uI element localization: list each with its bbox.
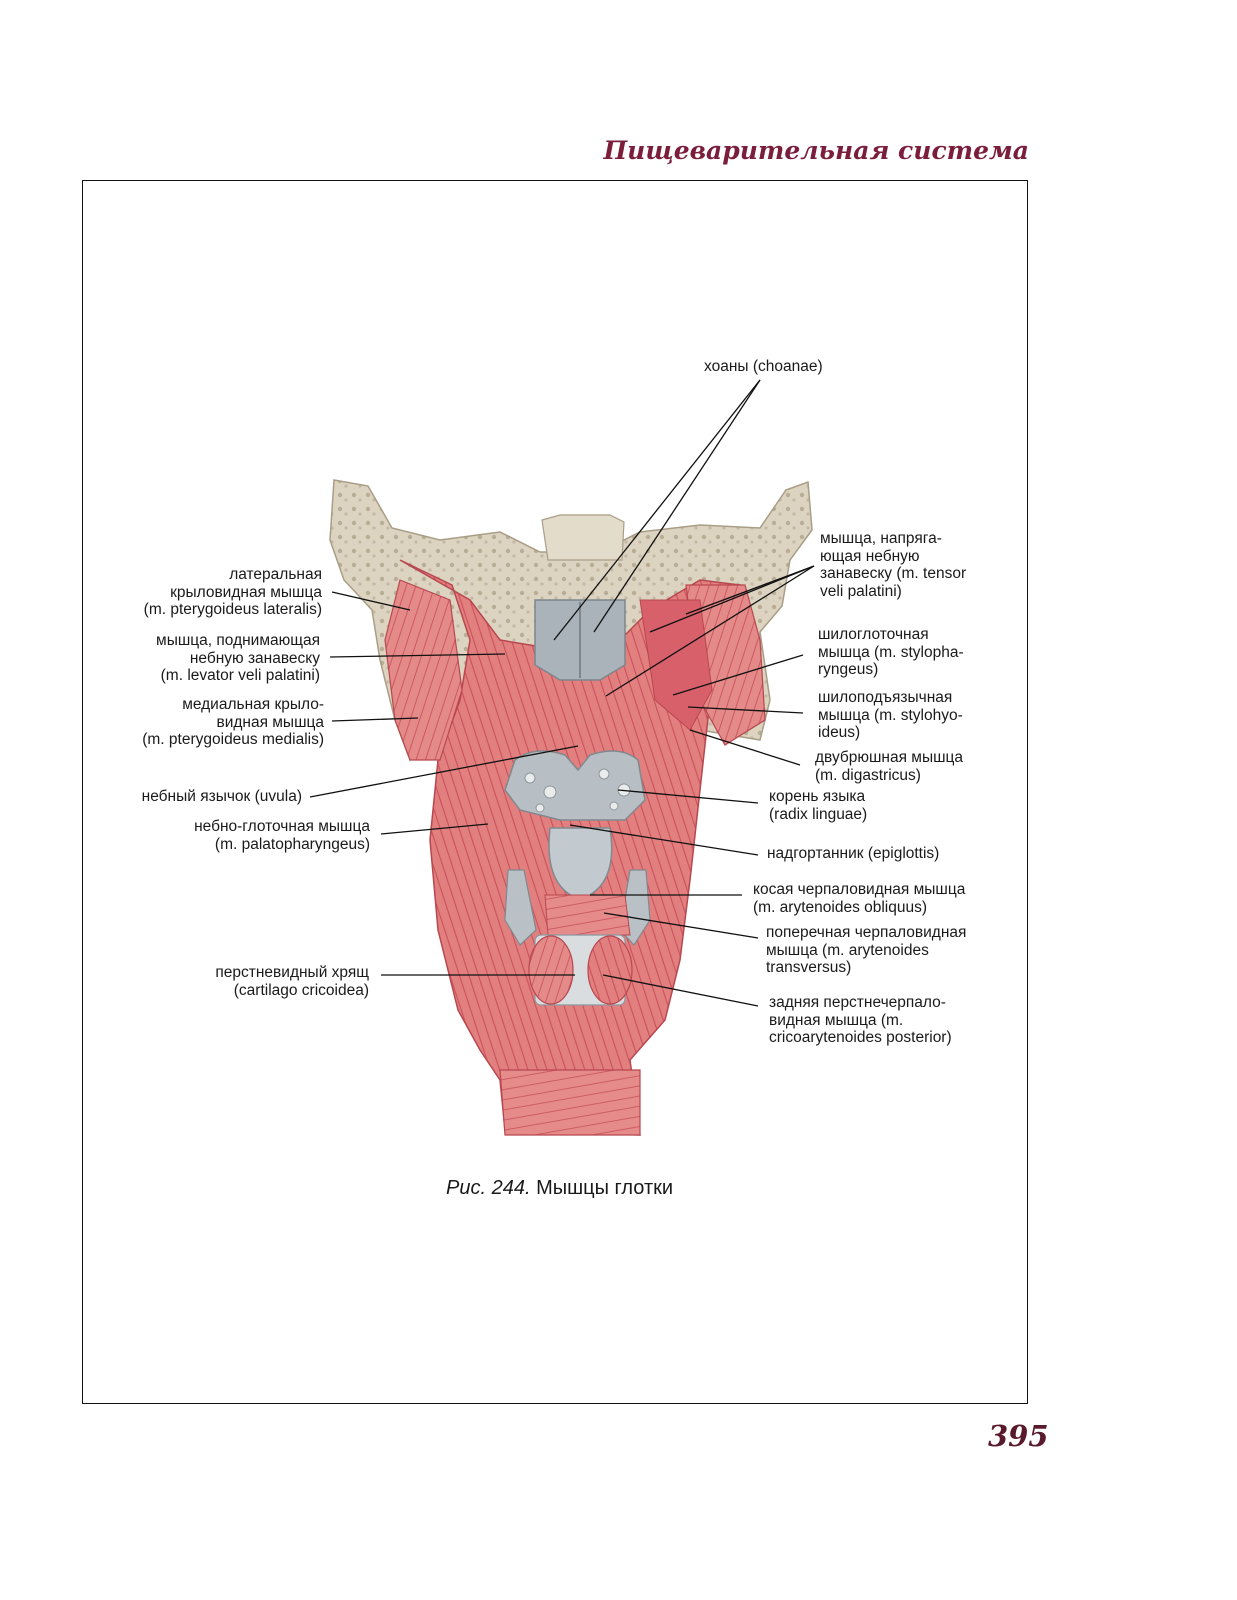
label-arytenoides-transversus: поперечная черпаловидная мышца (m. arytenoides transversus): [766, 924, 967, 976]
label-arytenoides-obliquus: косая черпаловидная мышца (m. arytenoides obliquus): [753, 881, 966, 916]
label-tensor-veli-palatini: мышца, напряга- ющая небную занавеску (m. tensor veli palatini): [820, 530, 967, 600]
figure-caption: [446, 1177, 673, 1200]
label-stylohyoideus: шилоподъязычная мышца (m. stylohyo- ideus): [818, 689, 963, 741]
choanae-shape: [535, 600, 625, 680]
cricoid-region: [529, 935, 632, 1005]
label-pterygoideus-lateralis: латеральная крыловидная мышца (m. pterygoideus lateralis): [143, 566, 322, 618]
label-pterygoideus-medialis: медиальная крыло- видная мышца (m. pterygoideus medialis): [142, 696, 324, 748]
label-digastricus: двубрюшная мышца (m. digastricus): [815, 749, 964, 784]
figure-number: Рис. 244.: [446, 1177, 531, 1199]
label-stylopharyngeus: шилоглоточная мышца (m. stylopha- ryngeus): [818, 626, 964, 678]
running-header: Пищеварительная система: [603, 136, 1029, 165]
page-number: 395: [988, 1419, 1049, 1453]
label-cartilago-cricoidea: перстневидный хрящ (cartilago cricoidea): [215, 964, 369, 999]
figure-title: Мышцы глотки: [536, 1177, 674, 1199]
label-epiglottis: надгортанник (epiglottis): [767, 845, 940, 862]
label-uvula: небный язычок (uvula): [141, 788, 302, 805]
label-levator-veli-palatini: мышца, поднимающая небную занавеску (m. levator veli palatini): [156, 632, 320, 684]
label-radix-linguae: корень языка (radix linguae): [769, 788, 868, 823]
label-choanae: хоаны (choanae): [704, 358, 823, 375]
label-cricoarytenoides-posterior: задняя перстнечерпало- видная мышца (m. cricoarytenoides posterior): [769, 994, 952, 1046]
label-palatopharyngeus: небно-глоточная мышца (m. palatopharyngeus): [194, 818, 370, 853]
